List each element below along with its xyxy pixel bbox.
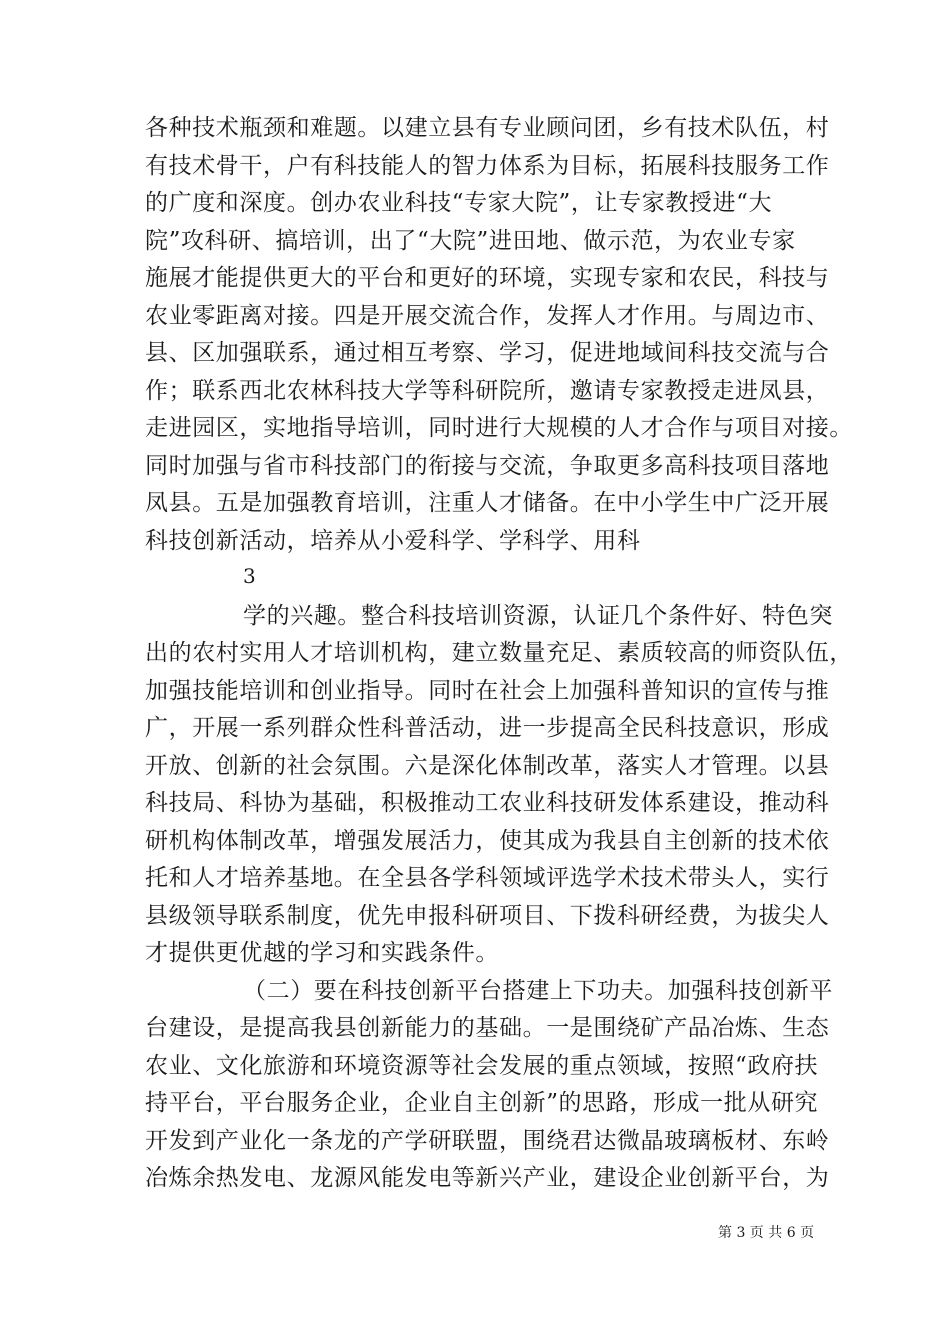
body-text-line: 农业、文化旅游和环境资源等社会发展的重点领域，按照“政府扶 (145, 1053, 819, 1079)
body-text-line: 的广度和深度。创办农业科技“专家大院”，让专家教授进“大 (145, 190, 773, 216)
body-text-line: 凤县。五是加强教育培训，注重人才储备。在中小学生中广泛开展 (145, 490, 830, 516)
body-text-line: 研机构体制改革，增强发展活力，使其成为我县自主创新的技术依 (145, 828, 830, 854)
body-text-line: 县级领导联系制度，优先申报科研项目、下拨科研经费，为拔尖人 (145, 903, 830, 929)
body-text-line: 学的兴趣。整合科技培训资源，认证几个条件好、特色突 (243, 603, 833, 629)
page-footer: 第 3 页 共 6 页 (718, 1225, 815, 1241)
body-text-line: 同时加强与省市科技部门的衔接与交流，争取更多高科技项目落地 (145, 453, 830, 479)
body-text-line: 出的农村实用人才培训机构，建立数量充足、素质较高的师资队伍， (145, 640, 853, 666)
section-heading-line: （二）要在科技创新平台搭建上下功夫。加强科技创新平 (243, 978, 833, 1004)
body-text-line: 广，开展一系列群众性科普活动，进一步提高全民科技意识，形成 (145, 715, 830, 741)
body-text-line: 科技局、科协为基础，积极推动工农业科技研发体系建设，推动科 (145, 790, 830, 816)
body-text-line: 加强技能培训和创业指导。同时在社会上加强科普知识的宣传与推 (145, 678, 830, 704)
body-text-line: 托和人才培养基地。在全县各学科领域评选学术技术带头人，实行 (145, 865, 830, 891)
body-text-line: 院”攻科研、搞培训，出了“大院”进田地、做示范，为农业专家 (145, 228, 796, 254)
body-text-line: 县、区加强联系，通过相互考察、学习，促进地域间科技交流与合 (145, 340, 830, 366)
body-text-line: 走进园区，实地指导培训，同时进行大规模的人才合作与项目对接。 (145, 415, 853, 441)
body-text-line: 冶炼余热发电、龙源风能发电等新兴产业，建设企业创新平台，为 (145, 1165, 830, 1191)
body-text-line: 作；联系西北农林科技大学等科研院所，邀请专家教授走进凤县， (145, 378, 830, 404)
inline-page-number: 3 (243, 564, 256, 588)
body-text-line: 科技创新活动，培养从小爱科学、学科学、用科 (145, 528, 641, 554)
body-text-line: 施展才能提供更大的平台和更好的环境，实现专家和农民，科技与 (145, 265, 830, 291)
body-text-line: 开发到产业化一条龙的产学研联盟，围绕君达微晶玻璃板材、东岭 (145, 1128, 830, 1154)
body-text-line: 有技术骨干，户有科技能人的智力体系为目标，拓展科技服务工作 (145, 153, 830, 179)
body-text-line: 台建设，是提高我县创新能力的基础。一是围绕矿产品冶炼、生态 (145, 1015, 830, 1041)
body-text-line: 农业零距离对接。四是开展交流合作，发挥人才作用。与周边市、 (145, 303, 830, 329)
body-text-line: 持平台，平台服务企业，企业自主创新”的思路，形成一批从研究 (145, 1090, 819, 1116)
body-text-line: 开放、创新的社会氛围。六是深化体制改革，落实人才管理。以县 (145, 753, 830, 779)
body-text-line: 才提供更优越的学习和实践条件。 (145, 940, 499, 966)
body-text-line: 各种技术瓶颈和难题。以建立县有专业顾问团，乡有技术队伍，村 (145, 115, 830, 141)
